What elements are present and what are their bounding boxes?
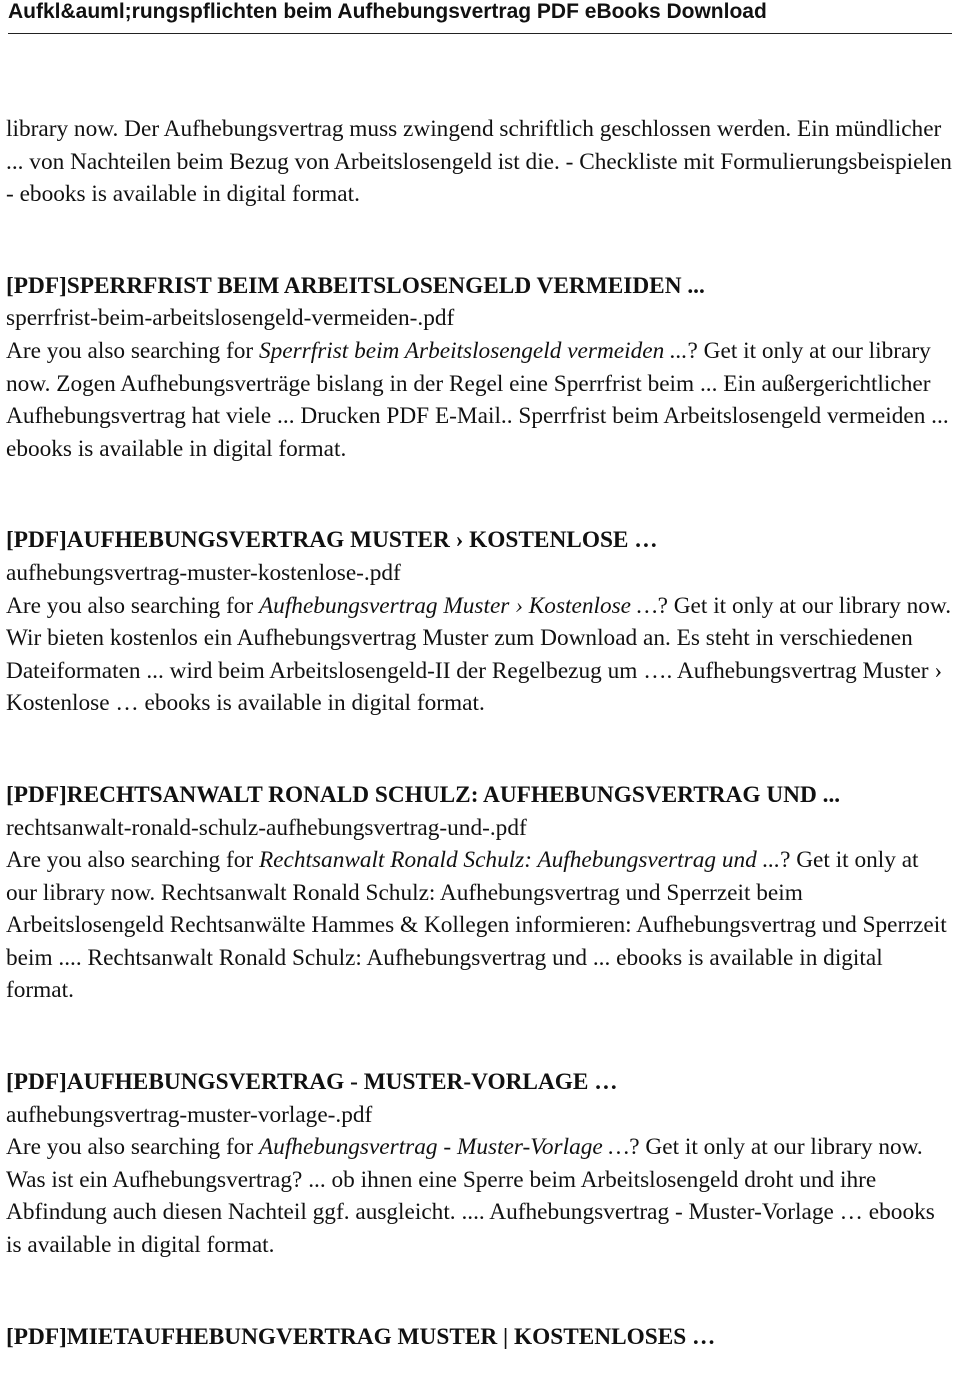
entry-title[interactable]: [PDF]AUFHEBUNGSVERTRAG - MUSTER-VORLAGE …: [6, 1069, 618, 1096]
entry-filename: aufhebungsvertrag-muster-kostenlose-.pdf: [6, 559, 401, 586]
entry-title[interactable]: [PDF]MIETAUFHEBUNGVERTRAG MUSTER | KOSTENLOSES …: [6, 1323, 716, 1350]
entry-description: [6, 335, 954, 465]
entry-filename: rechtsanwalt-ronald-schulz-aufhebungsvertrag-und-.pdf: [6, 814, 527, 841]
entry-description: [6, 590, 954, 720]
entry-query: Aufhebungsvertrag - Muster-Vorlage …: [258, 1134, 630, 1161]
document-body: [6, 113, 954, 1353]
entry-description: [6, 844, 954, 1007]
entry-filename: aufhebungsvertrag-muster-vorlage-.pdf: [6, 1101, 373, 1128]
entry-lead: Are you also searching for: [6, 592, 259, 619]
entry-query: Aufhebungsvertrag Muster › Kostenlose …: [258, 592, 658, 619]
page-header: [8, 0, 952, 34]
entry-query: Rechtsanwalt Ronald Schulz: Aufhebungsvertrag und ...: [258, 847, 781, 874]
ebook-entry: [6, 524, 954, 720]
page-title: Aufkl&auml;rungspflichten beim Aufhebungsvertrag PDF eBooks Download: [8, 0, 767, 23]
entry-filename: sperrfrist-beim-arbeitslosengeld-vermeiden-.pdf: [6, 305, 455, 332]
ebook-entry: [6, 1321, 954, 1354]
entry-rest: ? Get it only at our library now. Zogen Aufhebungsverträge bislang in der Regel eine Sperrfrist beim ... Ein außergerichtlicher Aufhebungsvertrag hat viele ... Drucken PDF E-Mail.. Sperrfrist beim Arbeitslosengeld vermeiden ... ebooks is available in digital format.: [6, 337, 949, 462]
entry-rest: ? Get it only at our library now. Was ist ein Aufhebungsvertrag? ... ob ihnen eine Sperre beim Arbeitslosengeld droht und ihre Abfindung auch diesen Nachteil ggf. ausgleicht. .... Aufhebungsvertrag - Muster-Vorlage … ebooks is available in digital format.: [6, 1134, 935, 1259]
entry-lead: Are you also searching for: [6, 847, 259, 874]
entry-title[interactable]: [PDF]RECHTSANWALT RONALD SCHULZ: AUFHEBUNGSVERTRAG UND ...: [6, 781, 841, 808]
entry-lead: Are you also searching for: [6, 1134, 259, 1161]
entry-title[interactable]: [PDF]SPERRFRIST BEIM ARBEITSLOSENGELD VERMEIDEN ...: [6, 272, 705, 299]
intro-paragraph: library now. Der Aufhebungsvertrag muss zwingend schriftlich geschlossen werden. Ein mündlicher ... von Nachteilen beim Bezug von Arbeitslosengeld ist die. - Checkliste mit Formulierungsbeispielen - ebooks is available in digital format.: [6, 116, 952, 208]
ebook-entry: [6, 779, 954, 1007]
ebook-entry: [6, 270, 954, 466]
entry-description: [6, 1131, 954, 1261]
entry-query: Sperrfrist beim Arbeitslosengeld vermeiden ...: [258, 337, 688, 364]
entry-lead: Are you also searching for: [6, 337, 259, 364]
entry-rest: ? Get it only at our library now. Wir bieten kostenlos ein Aufhebungsvertrag Muster zum Download an. Es steht in verschiedenen Dateiformaten ... wird beim Arbeitslosengeld-II der Regelbezug um …. Aufhebungsvertrag Muster › Kostenlose … ebooks is available in digital format.: [6, 592, 952, 717]
entry-title[interactable]: [PDF]AUFHEBUNGSVERTRAG MUSTER › KOSTENLOSE …: [6, 527, 658, 554]
ebook-entry: [6, 1066, 954, 1262]
entry-rest: ? Get it only at our library now. Rechtsanwalt Ronald Schulz: Aufhebungsvertrag und Sperrzeit beim Arbeitslosengeld Rechtsanwälte Hammes & Kollegen informieren: Aufhebungsvertrag und Sperrzeit beim .... Rechtsanwalt Ronald Schulz: Aufhebungsvertrag und ... ebooks is available in digital format.: [6, 847, 947, 1004]
